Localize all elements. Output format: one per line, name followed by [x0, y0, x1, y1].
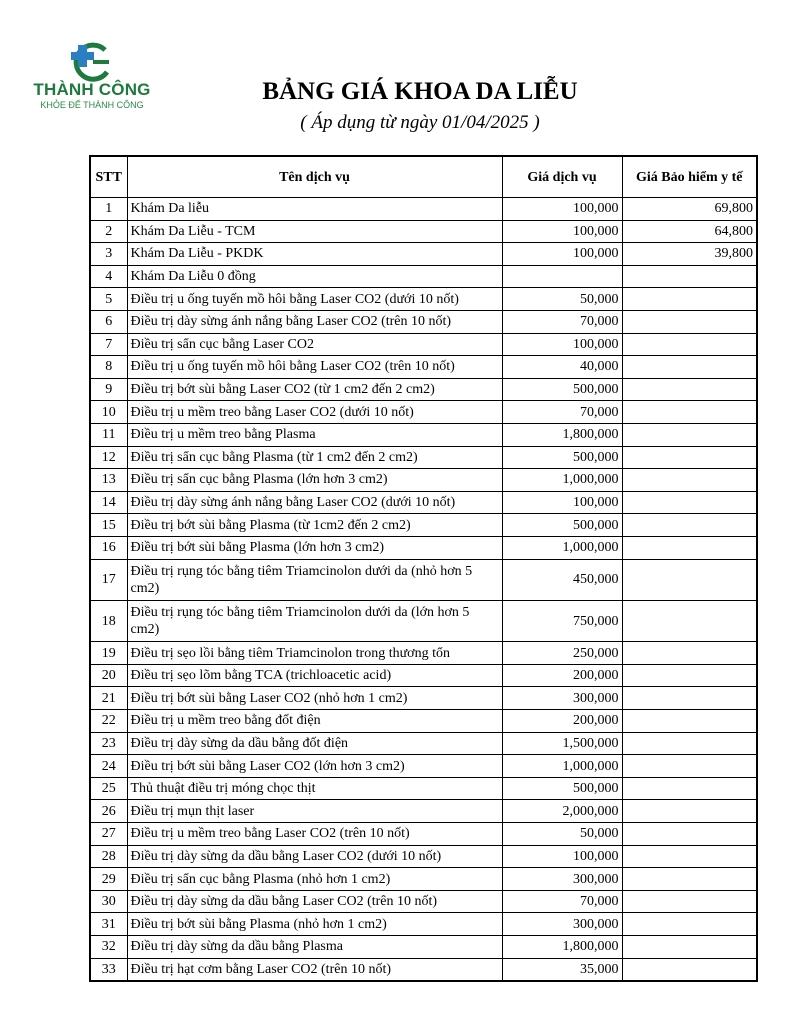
row-stt: 18: [90, 600, 127, 641]
row-stt: 23: [90, 732, 127, 755]
row-service-name: Điều trị u mềm treo bằng đốt điện: [127, 710, 502, 733]
row-stt: 24: [90, 755, 127, 778]
cross-c-logo-icon: [65, 40, 119, 84]
row-insurance-price: [622, 469, 757, 492]
row-service-price: 70,000: [502, 401, 622, 424]
row-stt: 22: [90, 710, 127, 733]
table-row: [90, 890, 757, 913]
row-service-name: Khám Da Liễu 0 đồng: [127, 265, 502, 288]
table-row: [90, 446, 757, 469]
row-insurance-price: [622, 710, 757, 733]
table-row: [90, 936, 757, 959]
row-stt: 19: [90, 642, 127, 665]
row-stt: 10: [90, 401, 127, 424]
row-stt: 2: [90, 220, 127, 243]
row-service-name: Điều trị dày sừng da dầu bằng đốt điện: [127, 732, 502, 755]
row-insurance-price: 69,800: [622, 198, 757, 221]
row-insurance-price: [622, 265, 757, 288]
row-service-price: 1,800,000: [502, 936, 622, 959]
row-service-name: Điều trị u mềm treo bằng Laser CO2 (dưới 10 nốt): [127, 401, 502, 424]
row-service-name: Điều trị sẩn cục bằng Plasma (lớn hơn 3 cm2): [127, 469, 502, 492]
table-row: [90, 823, 757, 846]
table-row: [90, 664, 757, 687]
row-insurance-price: [622, 378, 757, 401]
row-service-price: 300,000: [502, 687, 622, 710]
row-stt: 21: [90, 687, 127, 710]
row-insurance-price: [622, 777, 757, 800]
row-service-name: Điều trị bớt sùi bằng Laser CO2 (lớn hơn 3 cm2): [127, 755, 502, 778]
page-title: BẢNG GIÁ KHOA DA LIỄU: [262, 78, 578, 105]
row-service-price: 750,000: [502, 600, 622, 641]
row-service-price: 1,000,000: [502, 536, 622, 559]
row-service-name: Điều trị sẹo lồi bằng tiêm Triamcinolon trong thương tổn: [127, 642, 502, 665]
row-stt: 33: [90, 958, 127, 981]
table-row: [90, 642, 757, 665]
row-stt: 28: [90, 845, 127, 868]
row-service-name: Điều trị dày sừng da dầu bằng Laser CO2 (trên 10 nốt): [127, 890, 502, 913]
row-service-price: 70,000: [502, 890, 622, 913]
row-service-price: 1,500,000: [502, 732, 622, 755]
page-subtitle: ( Áp dụng từ ngày 01/04/2025 ): [300, 112, 540, 133]
row-insurance-price: [622, 514, 757, 537]
table-row: [90, 198, 757, 221]
row-stt: 32: [90, 936, 127, 959]
row-service-price: 500,000: [502, 378, 622, 401]
row-insurance-price: [622, 845, 757, 868]
row-service-price: 500,000: [502, 446, 622, 469]
row-service-name: Điều trị sẹo lõm bằng TCA (trichloacetic acid): [127, 664, 502, 687]
table-row: [90, 243, 757, 266]
row-stt: 25: [90, 777, 127, 800]
row-service-price: 100,000: [502, 220, 622, 243]
row-insurance-price: [622, 687, 757, 710]
row-service-price: 1,000,000: [502, 469, 622, 492]
table-row: [90, 732, 757, 755]
table-row: [90, 401, 757, 424]
row-service-name: Điều trị bớt sùi bằng Plasma (lớn hơn 3 cm2): [127, 536, 502, 559]
row-service-name: Điều trị hạt cơm bằng Laser CO2 (trên 10 nốt): [127, 958, 502, 981]
table-header-row: [90, 156, 757, 198]
table-row: [90, 423, 757, 446]
row-service-name: Khám Da Liễu - TCM: [127, 220, 502, 243]
row-stt: 13: [90, 469, 127, 492]
row-service-price: 1,000,000: [502, 755, 622, 778]
row-service-name: Điều trị bớt sùi bằng Laser CO2 (từ 1 cm2 đến 2 cm2): [127, 378, 502, 401]
row-service-name: Điều trị bớt sùi bằng Plasma (từ 1cm2 đến 2 cm2): [127, 514, 502, 537]
row-stt: 8: [90, 356, 127, 379]
row-insurance-price: [622, 288, 757, 311]
row-service-price: [502, 265, 622, 288]
row-stt: 11: [90, 423, 127, 446]
price-table: [89, 155, 758, 982]
table-row: [90, 491, 757, 514]
row-insurance-price: [622, 755, 757, 778]
logo-brand-name: THÀNH CÔNG: [33, 80, 151, 99]
table-row: [90, 755, 757, 778]
row-service-name: Thủ thuật điều trị móng chọc thịt: [127, 777, 502, 800]
row-stt: 26: [90, 800, 127, 823]
row-stt: 6: [90, 310, 127, 333]
table-row: [90, 469, 757, 492]
table-row: [90, 913, 757, 936]
table-row: [90, 220, 757, 243]
row-stt: 7: [90, 333, 127, 356]
row-service-price: 100,000: [502, 333, 622, 356]
row-insurance-price: 64,800: [622, 220, 757, 243]
row-service-name: Điều trị dày sừng da dầu bằng Laser CO2 (dưới 10 nốt): [127, 845, 502, 868]
row-service-price: 200,000: [502, 664, 622, 687]
row-service-name: Điều trị rụng tóc bằng tiêm Triamcinolon dưới da (lớn hơn 5 cm2): [127, 600, 502, 641]
row-service-name: Điều trị dày sừng ánh nắng bằng Laser CO2 (trên 10 nốt): [127, 310, 502, 333]
table-row: [90, 868, 757, 891]
row-service-price: 100,000: [502, 198, 622, 221]
row-service-price: 500,000: [502, 514, 622, 537]
row-stt: 31: [90, 913, 127, 936]
row-insurance-price: [622, 446, 757, 469]
row-stt: 4: [90, 265, 127, 288]
row-service-price: 300,000: [502, 913, 622, 936]
header-service-name: Tên dịch vụ: [127, 156, 502, 198]
row-stt: 1: [90, 198, 127, 221]
row-service-price: 40,000: [502, 356, 622, 379]
table-row: [90, 687, 757, 710]
row-stt: 9: [90, 378, 127, 401]
row-insurance-price: [622, 423, 757, 446]
table-row: [90, 600, 757, 641]
table-row: [90, 356, 757, 379]
row-service-name: Điều trị sẩn cục bằng Plasma (nhỏ hơn 1 cm2): [127, 868, 502, 891]
row-stt: 17: [90, 559, 127, 600]
row-service-name: Điều trị bớt sùi bằng Plasma (nhỏ hơn 1 cm2): [127, 913, 502, 936]
row-service-name: Điều trị u ống tuyến mồ hôi bằng Laser CO2 (dưới 10 nốt): [127, 288, 502, 311]
row-service-price: 250,000: [502, 642, 622, 665]
clinic-logo: [32, 40, 152, 116]
row-service-price: 200,000: [502, 710, 622, 733]
table-row: [90, 845, 757, 868]
row-stt: 16: [90, 536, 127, 559]
row-service-name: Khám Da Liễu - PKDK: [127, 243, 502, 266]
row-service-price: 2,000,000: [502, 800, 622, 823]
row-service-name: Điều trị rụng tóc bằng tiêm Triamcinolon dưới da (nhỏ hơn 5 cm2): [127, 559, 502, 600]
table-row: [90, 265, 757, 288]
row-stt: 29: [90, 868, 127, 891]
row-service-price: 100,000: [502, 845, 622, 868]
row-service-name: Điều trị u ống tuyến mồ hôi bằng Laser CO2 (trên 10 nốt): [127, 356, 502, 379]
table-row: [90, 310, 757, 333]
row-insurance-price: [622, 559, 757, 600]
row-service-price: 1,800,000: [502, 423, 622, 446]
row-insurance-price: [622, 333, 757, 356]
row-insurance-price: [622, 642, 757, 665]
row-service-name: Điều trị dày sừng ánh nắng bằng Laser CO2 (dưới 10 nốt): [127, 491, 502, 514]
row-service-price: 50,000: [502, 823, 622, 846]
row-service-price: 100,000: [502, 243, 622, 266]
row-insurance-price: [622, 913, 757, 936]
row-service-price: 300,000: [502, 868, 622, 891]
row-service-price: 500,000: [502, 777, 622, 800]
row-stt: 14: [90, 491, 127, 514]
row-insurance-price: [622, 823, 757, 846]
table-row: [90, 378, 757, 401]
table-body: [90, 198, 757, 982]
row-stt: 12: [90, 446, 127, 469]
row-service-price: 50,000: [502, 288, 622, 311]
row-insurance-price: [622, 536, 757, 559]
row-insurance-price: [622, 600, 757, 641]
row-stt: 30: [90, 890, 127, 913]
header-stt: STT: [90, 156, 127, 198]
row-service-name: Điều trị u mềm treo bằng Plasma: [127, 423, 502, 446]
table-row: [90, 958, 757, 981]
table-row: [90, 514, 757, 537]
row-insurance-price: [622, 800, 757, 823]
row-insurance-price: [622, 310, 757, 333]
row-service-name: Điều trị sẩn cục bằng Laser CO2: [127, 333, 502, 356]
row-stt: 20: [90, 664, 127, 687]
table-row: [90, 536, 757, 559]
row-insurance-price: [622, 732, 757, 755]
table-row: [90, 333, 757, 356]
row-service-name: Điều trị sẩn cục bằng Plasma (từ 1 cm2 đến 2 cm2): [127, 446, 502, 469]
header-insurance-price: Giá Bảo hiểm y tế: [622, 156, 757, 198]
row-insurance-price: [622, 868, 757, 891]
table-row: [90, 800, 757, 823]
table-row: [90, 559, 757, 600]
row-insurance-price: [622, 890, 757, 913]
row-service-price: 35,000: [502, 958, 622, 981]
row-stt: 27: [90, 823, 127, 846]
row-insurance-price: [622, 491, 757, 514]
row-insurance-price: [622, 401, 757, 424]
table-row: [90, 288, 757, 311]
row-stt: 15: [90, 514, 127, 537]
row-insurance-price: [622, 356, 757, 379]
row-service-name: Điều trị u mềm treo bằng Laser CO2 (trên 10 nốt): [127, 823, 502, 846]
row-service-name: Điều trị dày sừng da dầu bằng Plasma: [127, 936, 502, 959]
row-insurance-price: [622, 958, 757, 981]
table-row: [90, 710, 757, 733]
logo-slogan: KHỎE ĐỂ THÀNH CÔNG: [40, 100, 144, 110]
row-service-price: 450,000: [502, 559, 622, 600]
row-insurance-price: 39,800: [622, 243, 757, 266]
row-service-name: Điều trị bớt sùi bằng Laser CO2 (nhỏ hơn 1 cm2): [127, 687, 502, 710]
row-stt: 5: [90, 288, 127, 311]
row-service-name: Khám Da liễu: [127, 198, 502, 221]
row-service-price: 100,000: [502, 491, 622, 514]
row-service-price: 70,000: [502, 310, 622, 333]
row-service-name: Điều trị mụn thịt laser: [127, 800, 502, 823]
row-insurance-price: [622, 664, 757, 687]
header-service-price: Giá dịch vụ: [502, 156, 622, 198]
row-insurance-price: [622, 936, 757, 959]
table-row: [90, 777, 757, 800]
row-stt: 3: [90, 243, 127, 266]
